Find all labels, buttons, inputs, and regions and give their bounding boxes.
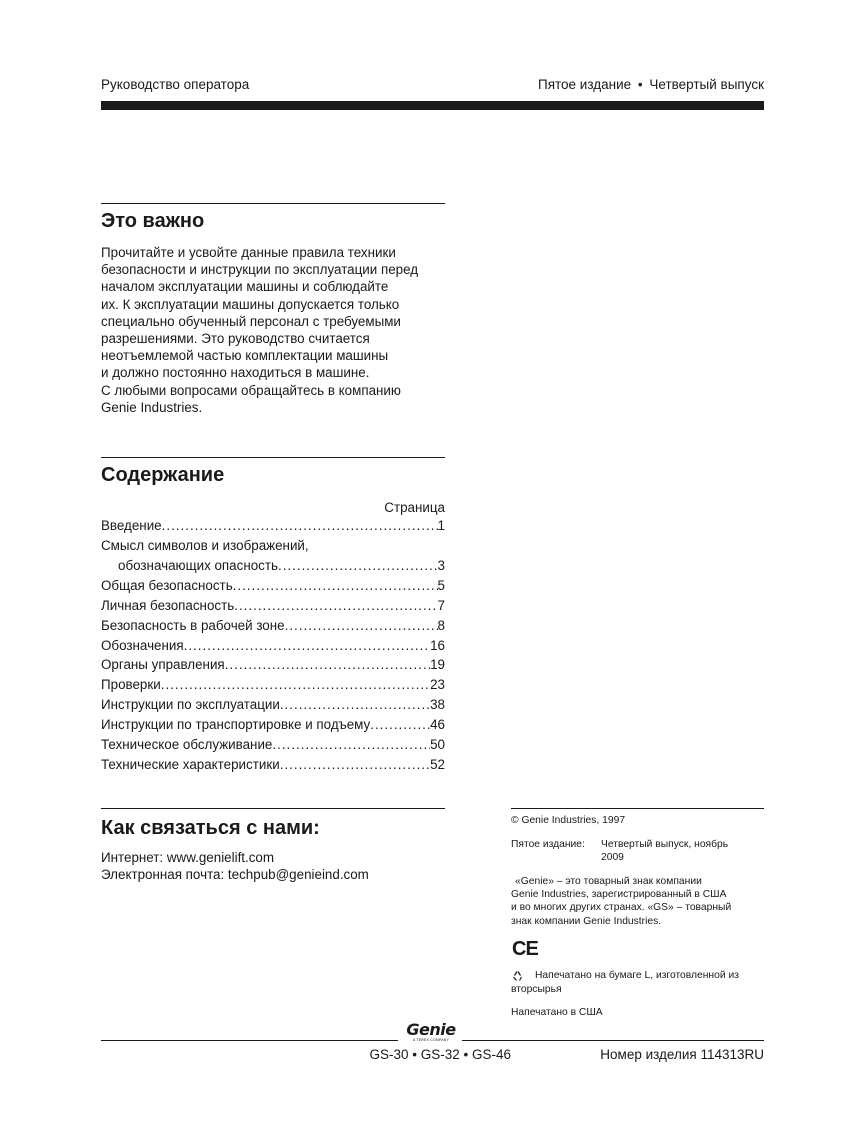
bullet: • — [637, 77, 643, 92]
toc-item[interactable]: обозначающих опасность ..... 3 — [118, 558, 445, 578]
important-rule — [101, 203, 445, 204]
logo-subtext: A TEREX COMPANY — [412, 1038, 450, 1042]
toc-item[interactable]: Введение ..... 1 — [101, 518, 445, 538]
part-number: Номер изделия 114313RU — [600, 1047, 764, 1062]
footer-rule-right — [462, 1040, 764, 1041]
important-line: специально обученный персонал с требуемыми — [101, 313, 401, 329]
important-text — [101, 244, 418, 416]
contents-rule — [101, 457, 445, 458]
important-line: разрешениями. Это руководство считается — [101, 331, 370, 347]
recycled-text-2: вторсырья — [511, 984, 562, 995]
printed-in: Напечатано в США — [511, 1007, 603, 1018]
toc-item[interactable]: Технические характеристики ..... 52 — [101, 757, 445, 777]
important-line: неотъемлемой частью комплектации машины — [101, 348, 389, 364]
toc-item[interactable]: Личная безопасность ..... 7 — [101, 598, 445, 618]
contact-internet[interactable]: Интернет: www.genielift.com — [101, 850, 275, 865]
important-line: Прочитайте и усвойте данные правила техники — [101, 245, 396, 260]
edition-info — [538, 77, 764, 92]
toc-item[interactable]: Смысл символов и изображений, — [101, 538, 309, 553]
legal-rule — [511, 808, 764, 809]
important-line: Genie Industries. — [101, 399, 203, 415]
header-rule — [101, 101, 764, 110]
toc-item[interactable]: Инструкции по эксплуатации ..... 38 — [101, 697, 445, 717]
toc-item[interactable]: Инструкции по транспортировке и подъему ..... 46 — [101, 717, 445, 737]
contents-title: Содержание — [101, 464, 225, 486]
important-line: началом эксплуатации машины и соблюдайте — [101, 279, 389, 295]
model-list: GS-30 • GS-32 • GS-46 — [369, 1047, 511, 1062]
manual-title: Руководство оператора — [101, 77, 250, 92]
important-line: безопасности и инструкции по эксплуатации перед — [101, 262, 419, 278]
edition-value-2: 2009 — [601, 852, 624, 863]
trademark-line: Genie Industries, зарегистрированный в США — [511, 889, 727, 901]
issue-label: Четвертый выпуск — [649, 77, 764, 92]
toc-item[interactable]: Проверки ..... 23 — [101, 677, 445, 697]
toc-item[interactable]: Обозначения ..... 16 — [101, 638, 445, 658]
edition-label-small: Пятое издание: — [511, 839, 585, 850]
page-column-label: Страница — [384, 500, 445, 515]
recycled-text-1: Напечатано на бумаге L, изготовленной из — [535, 970, 739, 981]
toc-item[interactable]: Безопасность в рабочей зоне ..... 8 — [101, 618, 445, 638]
footer-rule-left — [101, 1040, 398, 1041]
important-line: С любыми вопросами обращайтесь в компанию — [101, 382, 401, 398]
edition-value-1: Четвертый выпуск, ноябрь — [601, 839, 729, 850]
trademark-line: знак компании Genie Industries. — [511, 915, 662, 927]
toc-item[interactable]: Общая безопасность ..... 5 — [101, 578, 445, 598]
copyright: © Genie Industries, 1997 — [511, 815, 626, 826]
logo-text: Genie — [406, 1020, 456, 1039]
important-line: их. К эксплуатации машины допускается только — [101, 296, 400, 312]
trademark-line: «Genie» – это товарный знак компании — [515, 876, 702, 887]
important-line: и должно постоянно находиться в машине. — [101, 365, 370, 381]
toc-item[interactable]: Органы управления ..... 19 — [101, 657, 445, 677]
contact-email[interactable]: Электронная почта: techpub@genieind.com — [101, 867, 369, 882]
contact-rule — [101, 808, 445, 809]
edition-label: Пятое издание — [537, 77, 632, 92]
trademark-text — [511, 875, 731, 928]
toc-item[interactable]: Техническое обслуживание ..... 50 — [101, 737, 445, 757]
contact-title: Как связаться с нами: — [101, 817, 320, 839]
genie-logo — [405, 1022, 457, 1042]
important-title: Это важно — [101, 210, 205, 232]
trademark-line: и во многих других странах. «GS» – товарный — [511, 902, 732, 914]
ce-mark-icon: CE — [512, 938, 538, 960]
